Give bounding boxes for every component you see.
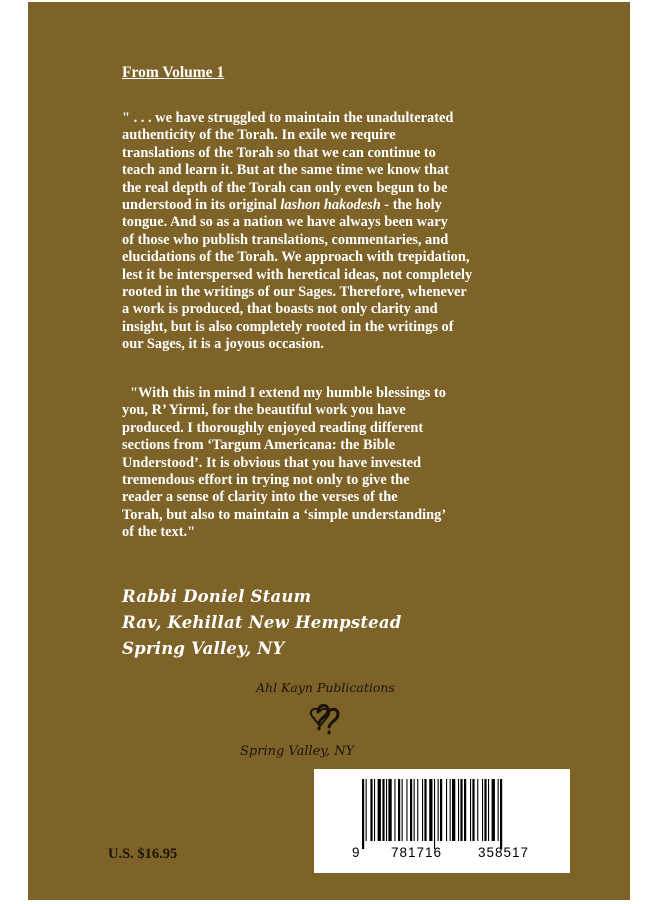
isbn-group-1: 781716 (391, 845, 443, 860)
text-line: of those who publish translations, commentaries, and (122, 231, 449, 248)
section-heading: From Volume 1 (122, 64, 225, 81)
barcode-bar (470, 779, 471, 841)
barcode-bar (472, 779, 474, 841)
barcode-bar (414, 779, 415, 841)
text-span: - the holy (380, 197, 442, 214)
barcode-bar (378, 779, 381, 841)
quote-paragraph-1 (122, 110, 552, 354)
isbn-group-2: 358517 (478, 845, 530, 860)
barcode-bar (438, 779, 439, 841)
barcode-bar (398, 779, 400, 841)
barcode-bar (434, 779, 435, 849)
barcode-bar (477, 779, 478, 841)
text-line: Understood’. It is obvious that you have invested (122, 454, 422, 471)
text-line: rooted in the writings of our Sages. Therefore, whenever (122, 284, 467, 301)
signature-block (122, 584, 402, 662)
barcode-bar (417, 779, 418, 841)
text-line: the real depth of the Torah can only even begun to be (122, 179, 448, 196)
text-line: insight, but is also completely rooted in the writings of (122, 318, 454, 335)
text-line: tongue. And so as a nation we have always been wary (122, 214, 448, 231)
barcode-bar (382, 779, 384, 841)
publisher-location: Spring Valley, NY (240, 744, 355, 759)
text-line: you, R’ Yirmi, for the beautiful work you have (122, 402, 406, 419)
barcode-bar (440, 779, 442, 841)
text-line: tremendous effort in trying not only to give the (122, 472, 410, 489)
signature-name: Rabbi Doniel Staum (122, 587, 312, 606)
barcode-bar (422, 779, 423, 841)
price-label: U.S. $16.95 (108, 846, 178, 862)
isbn-prefix: 9 (352, 845, 360, 860)
text-line: our Sages, it is a joyous occasion. (122, 336, 325, 353)
barcode-bar (386, 779, 387, 841)
signature-title: Rav, Kehillat New Hempstead (122, 613, 402, 632)
barcode-bar (458, 779, 459, 841)
text-line: translations of the Torah so that we can continue to (122, 144, 436, 161)
text-line-mixed (122, 197, 552, 214)
barcode-bar (374, 779, 375, 841)
barcode-bar (362, 779, 364, 849)
barcode-bar (366, 779, 367, 841)
barcode-bar (429, 779, 432, 841)
barcode-bar (388, 779, 391, 841)
barcode-bar (452, 779, 455, 841)
barcode-bar (410, 779, 412, 841)
barcode-bar (406, 779, 407, 841)
text-line: of the text." (122, 524, 196, 541)
text-line: Torah, but also to maintain a ‘simple understanding’ (122, 506, 447, 523)
barcode-bar (394, 779, 395, 841)
text-span: understood in its original (122, 197, 281, 214)
barcode-bar (450, 779, 451, 841)
text-line: teach and learn it. But at the same time we know that (122, 162, 449, 179)
quote-paragraph-2 (122, 385, 552, 542)
barcode-bar (446, 779, 447, 841)
barcode-bar (464, 779, 466, 841)
text-line: lest it be interspersed with heretical ideas, not completely (122, 266, 473, 283)
text-line: elucidations of the Torah. We approach with trepidation, (122, 249, 470, 266)
text-line: produced. I thoroughly enjoyed reading different (122, 419, 424, 436)
signature-location: Spring Valley, NY (122, 639, 285, 658)
barcode-bar (484, 779, 486, 841)
barcode-bar (460, 779, 462, 841)
barcode-bar (482, 779, 483, 841)
barcode-bar (424, 779, 426, 841)
barcode-bar (370, 779, 372, 841)
barcode-bar (498, 779, 499, 841)
text-line: sections from ‘Targum Americana: the Bible (122, 437, 395, 454)
hearts-question-mark-logo-icon (298, 698, 356, 742)
text-line: a work is produced, that boasts not only clarity and (122, 301, 438, 318)
barcode-bar (492, 779, 495, 841)
text-line: authenticity of the Torah. In exile we require (122, 127, 396, 144)
barcode-area (314, 769, 570, 873)
italic-term: lashon hakodesh (280, 197, 381, 214)
barcode-bar (488, 779, 489, 841)
publisher-name: Ahl Kayn Publications (256, 680, 395, 695)
text-line: "With this in mind I extend my humble blessings to (130, 385, 446, 401)
barcode-bar (402, 779, 403, 841)
barcode-bar (500, 779, 502, 849)
text-line: reader a sense of clarity into the verses of the (122, 489, 398, 506)
text-line: " . . . we have struggled to maintain the unadulterated (122, 110, 454, 126)
